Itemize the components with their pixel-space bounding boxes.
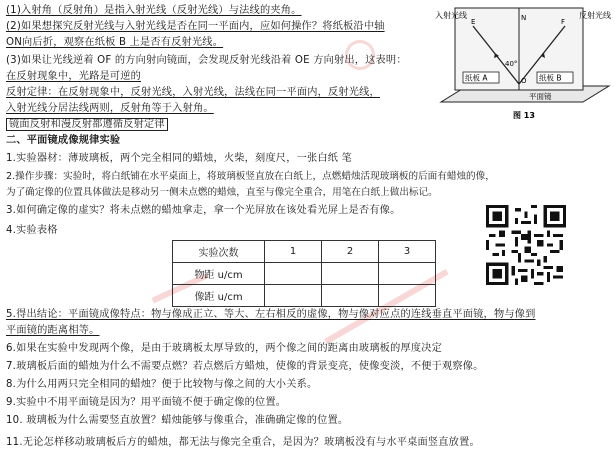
text-line-16: 平面镜的距离相等。 <box>6 325 100 336</box>
text-line-14: 4.实验表格 <box>6 225 58 236</box>
table-cell <box>265 263 322 285</box>
text-line-10: 1.实验器材：薄玻璃板，两个完全相同的蜡烛，火柴，刻度尺，一张白纸 笔 <box>6 153 352 164</box>
figure-13-diagram <box>433 2 613 124</box>
text-line-8: 镜面反射和漫反射都遵循反射定律 <box>6 118 168 132</box>
table-col-2: 2 <box>322 241 379 263</box>
label-mirror: 平面镜 <box>529 92 552 101</box>
text-line-19: 8.为什么用两只完全相同的蜡烛？便于比较物与像之间的大小关系。 <box>6 379 318 390</box>
text-line-4: (3)如果让光线逆着 OF 的方向射向镜面，会发现反射光线沿着 OE 方向射出，这表明： <box>6 55 407 66</box>
experiment-table <box>172 240 436 307</box>
table-cell <box>322 285 379 307</box>
text-line-11: 2.操作步骤：实验时，将白纸铺在水平桌面上，将玻璃板竖直放在白纸上，点燃蜡烛活现玻璃板的后面有蜡烛的像， <box>6 171 495 182</box>
label-angle: 40° <box>505 60 518 68</box>
text-line-12: 为了确定像的位置具体做法是移动另一侧未点燃的蜡烛，直至与像完全重合，用笔在白纸上做出标记。 <box>6 187 438 198</box>
table-cell <box>379 263 436 285</box>
label-incident: 入射光线 <box>435 11 467 20</box>
text-line-5: 在反射现象中，光路是可逆的 <box>6 71 142 82</box>
label-reflected: 反射光线 <box>579 11 611 20</box>
qr-code <box>486 205 566 285</box>
table-row <box>173 241 436 263</box>
text-line-17: 6.如果在实验中发现两个像，是由于玻璃板太厚导致的，两个像之间的距离由玻璃板的厚度决定 <box>6 343 443 354</box>
table-col-1: 1 <box>265 241 322 263</box>
table-row-label: 物距 u/cm <box>173 263 265 285</box>
text-line-7: 入射光线分居法线两则，反射角等于入射角。 <box>6 103 214 114</box>
text-line-2: (2)如果想探究反射光线与入射光线是否在同一平面内，应如何操作？将纸板沿中轴 <box>6 21 385 32</box>
text-line-1: (1)入射角（反射角）是指入射光线（反射光线）与法线的夹角。 <box>6 5 302 16</box>
label-e: E <box>471 18 476 26</box>
figure-caption: 图 13 <box>513 111 535 120</box>
label-n: N <box>521 14 527 22</box>
table-header: 实验次数 <box>173 241 265 263</box>
text-line-21: 10. 玻璃板为什么需要竖直放置？蜡烛能够与像重合，准确确定像的位置。 <box>6 415 349 426</box>
label-f: F <box>561 18 566 26</box>
text-line-18: 7.玻璃板后面的蜡烛为什么不需要点燃？若点燃后方蜡烛，使像的背景变亮，使像变淡，不便于观察像。 <box>6 361 484 372</box>
table-cell <box>322 263 379 285</box>
label-board-a: 纸板 A <box>465 73 488 83</box>
text-line-22: 11.无论怎样移动玻璃板后方的蜡烛，都无法与像完全重合，是因为？玻璃板没有与水平桌面竖直放置。 <box>6 437 480 448</box>
table-cell <box>265 285 322 307</box>
label-board-b: 纸板 B <box>539 73 562 83</box>
table-row <box>173 285 436 307</box>
text-line-15: 5.得出结论：平面镜成像特点：物与像成正立、等大、左右相反的虚像，物与像对应点的连线垂直平面镜，物与像到 <box>6 309 536 320</box>
table-row <box>173 263 436 285</box>
text-line-20: 9.实验中不用平面镜是因为？用平面镜不便于确定像的位置。 <box>6 397 287 408</box>
table-col-3: 3 <box>379 241 436 263</box>
text-line-13: 3.如何确定像的虚实？将未点燃的蜡烛拿走，拿一个光屏放在该处看光屏上是否有像。 <box>6 205 401 216</box>
section-heading: 二、平面镜成像规律实验 <box>6 135 121 146</box>
text-line-3: ON向后折，观察在纸板 B 上是否有反射光线。 <box>6 37 224 48</box>
label-o: O <box>521 77 527 85</box>
table-cell <box>379 285 436 307</box>
table-row-label: 像距 u/cm <box>173 285 265 307</box>
text-line-6: 反射定律：在反射现象中，反射光线，入射光线，法线在同一平面内，反射光线， <box>6 87 380 98</box>
